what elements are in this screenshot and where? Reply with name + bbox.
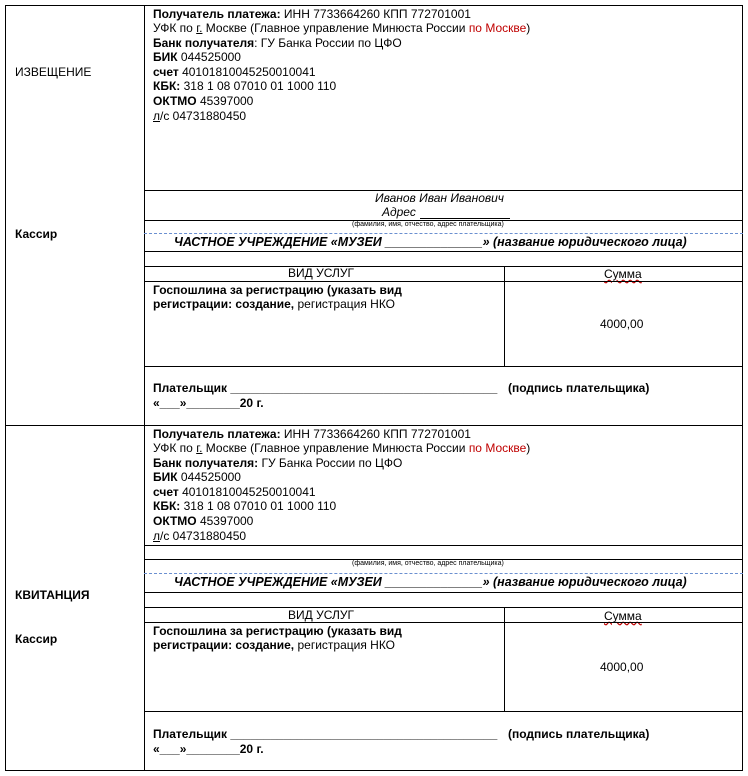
frame-left — [5, 5, 6, 770]
frame-right — [742, 5, 743, 770]
account-value: 40101810045250010041 — [178, 65, 316, 79]
notice-recipient — [153, 7, 471, 21]
frame-divider — [144, 5, 145, 770]
notice-ls — [153, 109, 246, 123]
receipt-payer-label: Плательщик ________________________________________ — [153, 727, 498, 741]
notice-payer-sign: (подпись плательщика) — [508, 381, 650, 395]
notice-line-251 — [144, 251, 743, 252]
notice-line-266 — [144, 266, 743, 267]
recipient-label: Получатель платежа: — [153, 427, 281, 441]
notice-sum-header: Сумма — [604, 267, 642, 281]
ufk-prefix: УФК по — [153, 441, 197, 455]
service-plain: регистрация НКО — [294, 297, 396, 311]
receipt-bank — [153, 456, 402, 470]
recipient-value: ИНН 7733664260 КПП 772701001 — [280, 7, 471, 21]
notice-ufk — [153, 21, 530, 35]
notice-label: ИЗВЕЩЕНИЕ — [15, 65, 92, 79]
kbk-value: 318 1 08 07010 01 1000 110 — [180, 499, 337, 513]
oktmo-label: ОКТМО — [153, 514, 197, 528]
receipt-date-line: «___»________20 г. — [153, 742, 264, 756]
receipt-ls — [153, 529, 246, 543]
receipt-line-592 — [144, 592, 743, 593]
ls-rest: /с 04731880450 — [160, 109, 247, 123]
notice-dashed — [144, 233, 743, 234]
receipt-kbk — [153, 499, 336, 513]
notice-col-divider — [504, 266, 505, 366]
account-value: 40101810045250010041 — [178, 485, 316, 499]
receipt-org-title: ЧАСТНОЕ УЧРЕЖДЕНИЕ «МУЗЕИ ______________» (название юридического лица) — [174, 575, 687, 589]
notice-service-line2 — [153, 297, 395, 311]
receipt-line-622 — [144, 622, 743, 623]
receipt-bik — [153, 470, 241, 484]
receipt-amount: 4000,00 — [600, 660, 644, 674]
notice-fio-caption: (фамилия, имя, отчество, адрес плательщика) — [352, 221, 504, 228]
receipt-recipient — [153, 427, 471, 441]
notice-date-line: «___»________20 г. — [153, 396, 264, 410]
ls-prefix: л — [153, 529, 161, 543]
oktmo-value: 45397000 — [196, 94, 254, 108]
notice-service-line1: Госпошлина за регистрацию (указать вид — [153, 283, 402, 297]
bik-value: 044525000 — [177, 50, 241, 64]
notice-payer-label: Плательщик ________________________________________ — [153, 381, 498, 395]
notice-amount: 4000,00 — [600, 317, 644, 331]
receipt-account — [153, 485, 316, 499]
receipt-sum-header: Сумма — [604, 609, 642, 623]
recipient-label: Получатель платежа: — [153, 7, 281, 21]
kbk-label: КБК: — [153, 499, 181, 513]
kbk-value: 318 1 08 07010 01 1000 110 — [180, 79, 337, 93]
kbk-label: КБК: — [153, 79, 181, 93]
bank-label: Банк получателя: — [153, 456, 259, 470]
bank-label: Банк получателя — [153, 36, 255, 50]
receipt-cashier: Кассир — [15, 632, 58, 646]
receipt-services-header: ВИД УСЛУГ — [288, 608, 354, 622]
ufk-mid: Москве (Главное управление Минюста России — [202, 441, 469, 455]
account-label: счет — [153, 485, 179, 499]
notice-bank — [153, 36, 402, 50]
ufk-end: ) — [526, 21, 531, 35]
bank-value: : ГУ Банка России по ЦФО — [254, 36, 402, 50]
bik-label: БИК — [153, 50, 178, 64]
receipt-line-711 — [144, 711, 743, 712]
notice-cashier: Кассир — [15, 227, 58, 241]
notice-kbk — [153, 79, 336, 93]
ufk-g: г. — [196, 21, 203, 35]
notice-services-header: ВИД УСЛУГ — [288, 266, 354, 280]
notice-oktmo — [153, 94, 253, 108]
section-divider — [5, 425, 743, 426]
notice-bik — [153, 50, 241, 64]
account-label: счет — [153, 65, 179, 79]
notice-address — [382, 205, 416, 219]
receipt-service-line1: Госпошлина за регистрацию (указать вид — [153, 624, 402, 638]
ufk-red: по Москве — [468, 21, 527, 35]
receipt-line-545 — [144, 545, 743, 546]
service-bold2: регистрации: создание, — [153, 638, 295, 652]
service-bold2: регистрации: создание, — [153, 297, 295, 311]
oktmo-value: 45397000 — [196, 514, 254, 528]
receipt-label: КВИТАНЦИЯ — [15, 588, 90, 602]
receipt-oktmo — [153, 514, 253, 528]
notice-line-281 — [144, 281, 743, 282]
receipt-service-line2 — [153, 638, 395, 652]
ufk-red: по Москве — [468, 441, 527, 455]
recipient-value: ИНН 7733664260 КПП 772701001 — [280, 427, 471, 441]
bank-value: ГУ Банка России по ЦФО — [258, 456, 403, 470]
service-plain: регистрация НКО — [294, 638, 396, 652]
oktmo-label: ОКТМО — [153, 94, 197, 108]
receipt-col-divider — [504, 607, 505, 711]
bik-value: 044525000 — [177, 470, 241, 484]
ufk-g: г. — [196, 441, 203, 455]
ufk-end: ) — [526, 441, 531, 455]
receipt-line-607 — [144, 607, 743, 608]
ufk-prefix: УФК по — [153, 21, 197, 35]
receipt-ufk — [153, 441, 530, 455]
frame-top — [5, 5, 743, 6]
receipt-dashed — [144, 573, 743, 574]
frame-bottom — [5, 770, 743, 771]
ufk-mid: Москве (Главное управление Минюста России — [202, 21, 469, 35]
ls-prefix: л — [153, 109, 161, 123]
receipt-fio-caption: (фамилия, имя, отчество, адрес плательщика) — [352, 560, 504, 567]
address-label: Адрес — [382, 205, 416, 219]
bik-label: БИК — [153, 470, 178, 484]
notice-address-underline — [420, 218, 510, 219]
notice-line-366 — [144, 366, 743, 367]
receipt-payer-sign: (подпись плательщика) — [508, 727, 650, 741]
notice-org-title: ЧАСТНОЕ УЧРЕЖДЕНИЕ «МУЗЕИ ______________» (название юридического лица) — [174, 235, 687, 249]
ls-rest: /с 04731880450 — [160, 529, 247, 543]
notice-account — [153, 65, 316, 79]
notice-payer-name: Иванов Иван Иванович — [375, 191, 505, 205]
